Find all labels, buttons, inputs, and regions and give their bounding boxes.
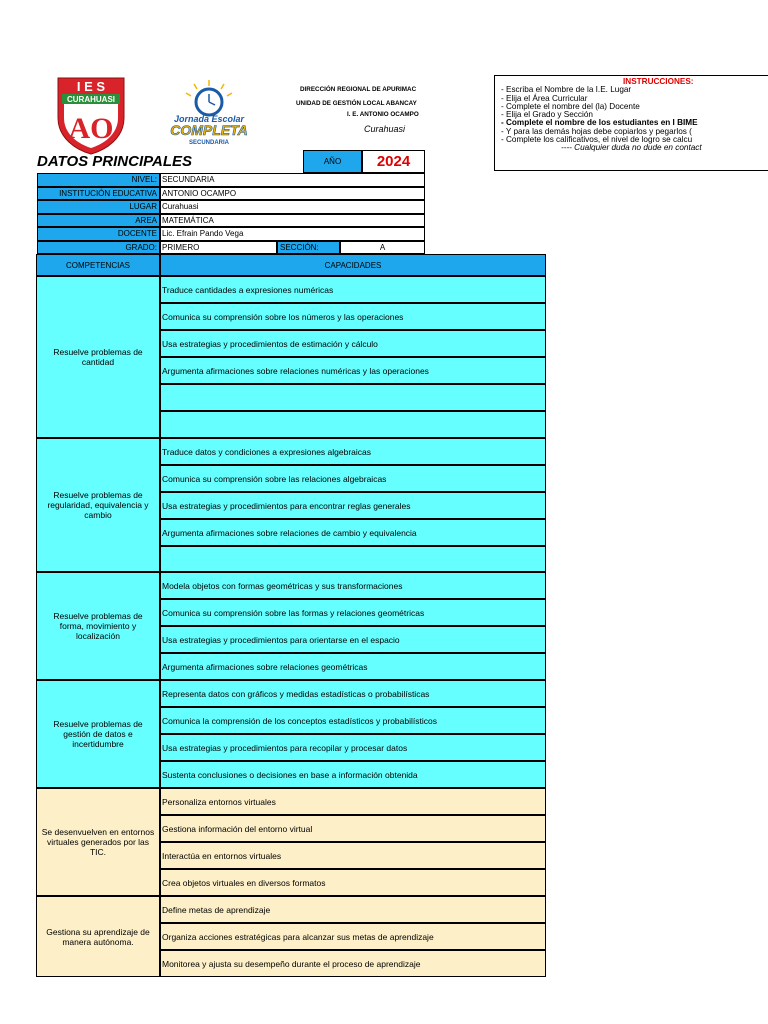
capacidad-cell-empty[interactable] xyxy=(160,411,546,438)
capacidad-cell[interactable]: Personaliza entornos virtuales xyxy=(160,788,546,815)
competencia-tic: Se desenvuelven en entornos virtuales generados por las TIC. xyxy=(36,788,160,896)
instruction-line: - Elija el Grado y Sección xyxy=(501,110,593,120)
competencia-regularidad: Resuelve problemas de regularidad, equivalencia y cambio xyxy=(36,438,160,572)
competencias-header: COMPETENCIAS xyxy=(36,254,160,276)
capacidad-cell[interactable]: Modela objetos con formas geométricas y sus transformaciones xyxy=(160,572,546,599)
datos-principales-title: DATOS PRINCIPALES xyxy=(37,153,193,170)
capacidad-cell[interactable]: Usa estrategias y procedimientos para encontrar reglas generales xyxy=(160,492,546,519)
institucion-cell[interactable]: ANTONIO OCAMPO xyxy=(160,187,425,201)
capacidad-cell[interactable]: Usa estrategias y procedimientos de estimación y cálculo xyxy=(160,330,546,357)
capacidad-cell[interactable]: Argumenta afirmaciones sobre relaciones numéricas y las operaciones xyxy=(160,357,546,384)
info-row-grado xyxy=(37,241,425,255)
grado-cell[interactable]: PRIMERO xyxy=(160,241,277,255)
capacidad-cell[interactable]: Sustenta conclusiones o decisiones en base a información obtenida xyxy=(160,761,546,788)
jornada-escolar-completa-logo xyxy=(154,78,264,148)
institucion-label: INSTITUCIÓN EDUCATIVA xyxy=(37,187,160,201)
competencia-aprendizaje-autonomo: Gestiona su aprendizaje de manera autónoma. xyxy=(36,896,160,977)
capacidad-cell[interactable]: Usa estrategias y procedimientos para orientarse en el espacio xyxy=(160,626,546,653)
capacidad-cell[interactable]: Representa datos con gráficos y medidas estadísticas o probabilísticas xyxy=(160,680,546,707)
info-row-docente xyxy=(37,227,425,241)
instruction-line: - Elija el Área Curricular xyxy=(501,93,588,103)
grado-label: GRADO: xyxy=(37,241,160,255)
instruction-line: - Complete el nombre del (la) Docente xyxy=(501,101,640,111)
docente-label: DOCENTE xyxy=(37,227,160,241)
svg-text:COMPLETA: COMPLETA xyxy=(170,122,248,138)
capacidad-cell[interactable]: Comunica su comprensión sobre las formas y relaciones geométricas xyxy=(160,599,546,626)
capacidad-cell[interactable]: Comunica su comprensión sobre las relaciones algebraicas xyxy=(160,465,546,492)
svg-text:CURAHUASI: CURAHUASI xyxy=(67,95,115,104)
svg-text:Jornada Escolar: Jornada Escolar xyxy=(173,114,245,124)
capacidad-cell-empty[interactable] xyxy=(160,384,546,411)
capacidad-cell[interactable]: Define metas de aprendizaje xyxy=(160,896,546,923)
competencia-gestion-datos: Resuelve problemas de gestión de datos e incertidumbre xyxy=(36,680,160,788)
capacidad-cell[interactable]: Comunica su comprensión sobre los números y las operaciones xyxy=(160,303,546,330)
instruction-line: - Y para las demás hojas debe copiarlos y pegarlos ( xyxy=(501,126,692,136)
ugel-text: UNIDAD DE GESTIÓN LOCAL ABANCAY xyxy=(296,100,417,107)
capacidad-cell[interactable]: Traduce cantidades a expresiones numéricas xyxy=(160,276,546,303)
seccion-label: SECCIÓN: xyxy=(277,241,340,255)
capacidad-cell[interactable]: Crea objetos virtuales en diversos formatos xyxy=(160,869,546,896)
instructions-title: INSTRUCCIONES: xyxy=(623,77,694,86)
instruction-line: - Escriba el Nombre de la I.E. Lugar xyxy=(501,85,632,95)
nivel-label: NIVEL: xyxy=(37,173,160,187)
capacidad-cell-empty[interactable] xyxy=(160,546,546,572)
capacidad-cell[interactable]: Argumenta afirmaciones sobre relaciones de cambio y equivalencia xyxy=(160,519,546,546)
capacidad-cell[interactable]: Traduce datos y condiciones a expresiones algebraicas xyxy=(160,438,546,465)
info-row-nivel xyxy=(37,173,425,187)
capacidad-cell[interactable]: Organiza acciones estratégicas para alcanzar sus metas de aprendizaje xyxy=(160,923,546,950)
place-header-text: Curahuasi xyxy=(364,124,406,134)
capacidad-cell[interactable]: Gestiona información del entorno virtual xyxy=(160,815,546,842)
instruction-line: - Complete el nombre de los estudiantes en I BIME xyxy=(501,118,698,128)
instructions-box xyxy=(494,75,768,171)
lugar-cell[interactable]: Curahuasi xyxy=(160,200,425,214)
docente-cell[interactable]: Lic. Efrain Pando Vega xyxy=(160,227,425,241)
svg-text:I E S: I E S xyxy=(76,79,106,94)
capacidades-header: CAPACIDADES xyxy=(160,254,546,276)
svg-text:AO: AO xyxy=(68,112,114,145)
year-label-cell: AÑO xyxy=(303,150,362,173)
svg-text:SECUNDARIA: SECUNDARIA xyxy=(188,140,230,146)
nivel-cell[interactable]: SECUNDARIA xyxy=(160,173,425,187)
info-row-institucion xyxy=(37,187,425,201)
year-cell[interactable]: 2024 xyxy=(362,150,425,173)
capacidad-cell[interactable]: Comunica la comprensión de los conceptos estadísticos y probabilísticos xyxy=(160,707,546,734)
lugar-label: LUGAR xyxy=(37,200,160,214)
instruction-line: - Complete los calificativos, el nivel de logro se calcu xyxy=(501,135,693,145)
competencia-cantidad: Resuelve problemas de cantidad xyxy=(36,276,160,438)
info-row-lugar xyxy=(37,200,425,214)
instruction-line: ---- Cualquier duda no dude en contact xyxy=(561,143,702,153)
competencia-forma: Resuelve problemas de forma, movimiento y localización xyxy=(36,572,160,680)
institution-header-text: I. E. ANTONIO OCAMPO xyxy=(347,111,419,118)
direccion-regional-text: DIRECCIÓN REGIONAL DE APURIMAC xyxy=(300,86,417,93)
capacidad-cell[interactable]: Usa estrategias y procedimientos para recopilar y procesar datos xyxy=(160,734,546,761)
info-row-area xyxy=(37,214,425,228)
area-cell[interactable]: MATEMÁTICA xyxy=(160,214,425,228)
ies-curahuasi-logo xyxy=(54,74,128,156)
capacidad-cell[interactable]: Interactúa en entornos virtuales xyxy=(160,842,546,869)
capacidad-cell[interactable]: Argumenta afirmaciones sobre relaciones geométricas xyxy=(160,653,546,680)
seccion-cell[interactable]: A xyxy=(340,241,425,255)
area-label: AREA xyxy=(37,214,160,228)
capacidad-cell[interactable]: Monitorea y ajusta su desempeño durante el proceso de aprendizaje xyxy=(160,950,546,977)
